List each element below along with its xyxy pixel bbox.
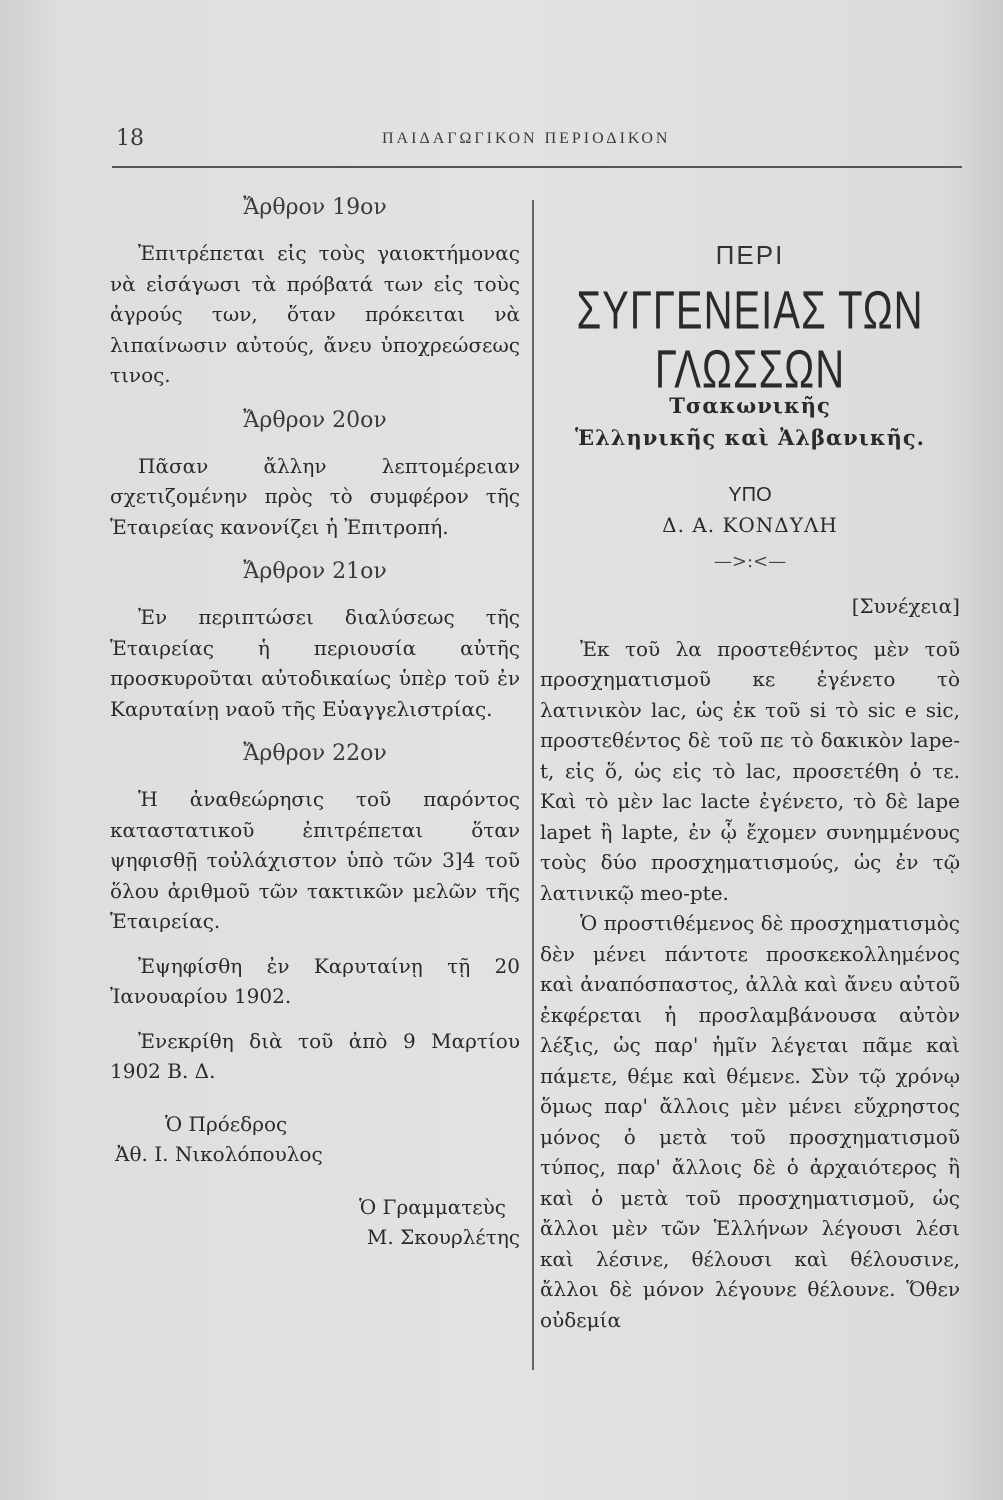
article-body — [540, 634, 960, 1336]
page-number: 18 — [116, 126, 144, 151]
left-column — [110, 192, 520, 1253]
continued-label: [Συνέχεια] — [851, 594, 960, 618]
article-22-heading: Ἄρθρον 22ον — [243, 741, 387, 766]
article-19-text: Ἐπιτρέπεται εἰς τοὺς γαιοκτήμονας νὰ εἰσάγωσι τὰ πρόβατά των εἰς τοὺς ἀγρούς των, ὅταν πρόκειται νὰ λιπαίνωσιν αὐτούς, ἄνευ ὑποχρεώσεως τινος. — [110, 241, 520, 387]
article-author: Δ. Α. ΚΟΝΔΥΛΗ — [662, 513, 838, 537]
article-by: ΥΠΟ — [728, 483, 772, 506]
column-divider — [532, 200, 534, 1370]
ornament: —>:<— — [713, 550, 787, 572]
article-peri: ΠΕΡΙ — [715, 240, 785, 270]
article-21-text: Ἐν περιπτώσει διαλύσεως τῆς Ἑταιρείας ἡ περιουσία αὐτῆς προσκυροῦται αὐτοδικαίως ὑπὲρ τοῦ ἐν Καρυταίνῃ ναοῦ τῆς Εὐαγγελιστρίας. — [110, 605, 520, 721]
right-column — [540, 240, 960, 1335]
article-20-heading: Ἄρθρον 20ον — [243, 407, 387, 433]
article-subtitle-1: Τσακωνικῆς — [669, 392, 831, 418]
secretary-name: Μ. Σκουρλέτης — [366, 1225, 520, 1249]
ratified-date: Ἐνεκρίθη διὰ τοῦ ἀπὸ 9 Μαρτίου 1902 Β. Δ. — [110, 1028, 520, 1083]
article-subtitle-2: Ἑλληνικῆς καὶ Ἀλβανικῆς. — [575, 425, 925, 450]
article-20-text: Πᾶσαν ἄλλην λεπτομέρειαν σχετιζομένην πρὸς τὸ συμφέρον τῆς Ἑταιρείας κανονίζει ἡ Ἐπιτροπή. — [110, 453, 520, 539]
article-paragraph-2: Ὁ προστιθέμενος δὲ προσχηματισμὸς δὲν μένει πάντοτε προσκεκολλημένος καὶ ἀναπόσπαστος, ἀλλὰ καὶ ἄνευ αὐτοῦ ἐκφέρεται ἡ προσλαμβάνουσα αὐτὸν λέξις, ὡς παρ' ἡμῖν λέγεται πᾶμε καὶ πάμετε, θέμε καὶ θέμενε. Σὺν τῷ χρόνῳ ὅμως παρ' ἄλλοις μὲν μένει εὔχρηστος μόνος ὁ μετὰ τοῦ προσχηματισμοῦ τύπος, παρ' ἄλλοις δὲ ὁ ἀρχαιότερος ἢ καὶ ὁ μετὰ τοῦ προσχηματισμοῦ, ὡς ἄλλοι μὲν τῶν Ἑλλήνων λέγουσι λέσι καὶ λέσινε, θέλουσι καὶ θέλουσινε, ἄλλοι δὲ μόνον λέγουνε θέλουνε. Ὅθεν οὐδεμία — [540, 911, 960, 1332]
voted-date: Ἐψηφίσθη ἐν Καρυταίνῃ τῇ 20 Ἰανουαρίου 1902. — [110, 953, 520, 1008]
article-paragraph-1: Ἐκ τοῦ λα προστεθέντος μὲν τοῦ προσχηματισμοῦ κε ἐγένετο τὸ λατινικὸν lac, ὡς ἐκ τοῦ si τὸ sic e sic, προστεθέντος δὲ τοῦ πε τὸ δακικὸν lape-t, εἰς ὅ, ὡς εἰς τὸ lac, προσετέθη ὁ τε. Καὶ τὸ μὲν lac lacte ἐγένετο, τὸ δὲ lape lapet ἢ lapte, ἐν ᾧ ἔχομεν συνημμένους τοὺς δύο προσχηματισμούς, ὡς ἐν τῷ λατινικῷ meo-pte. — [540, 636, 960, 905]
article-21-heading: Ἄρθρον 21ον — [243, 559, 387, 584]
page-header — [112, 124, 960, 164]
president-name: Ἀθ. Ι. Νικολόπουλος — [115, 1142, 323, 1166]
secretary-title: Ὁ Γραμματεὺς — [359, 1194, 506, 1219]
article-title: ΣΥΓΓΕΝΕΙΑΣ ΤΩΝ ΓΛΩΣΣΩΝ — [576, 280, 924, 400]
header-rule — [112, 166, 962, 168]
article-22-text: Ἡ ἀναθεώρησις τοῦ παρόντος καταστατικοῦ ἐπιτρέπεται ὅταν ψηφισθῇ τοὐλάχιστον ὑπὸ τῶν 3]4 τοῦ ὅλου ἀριθμοῦ τῶν τακτικῶν μελῶν τῆς Ἑταιρείας. — [110, 787, 520, 933]
running-title: ΠΑΙΔΑΓΩΓΙΚΟΝ ΠΕΡΙΟΔΙΚΟΝ — [382, 130, 671, 147]
article-19-heading: Ἄρθρον 19ον — [243, 195, 387, 220]
president-title: Ὁ Πρόεδρος — [165, 1111, 288, 1136]
